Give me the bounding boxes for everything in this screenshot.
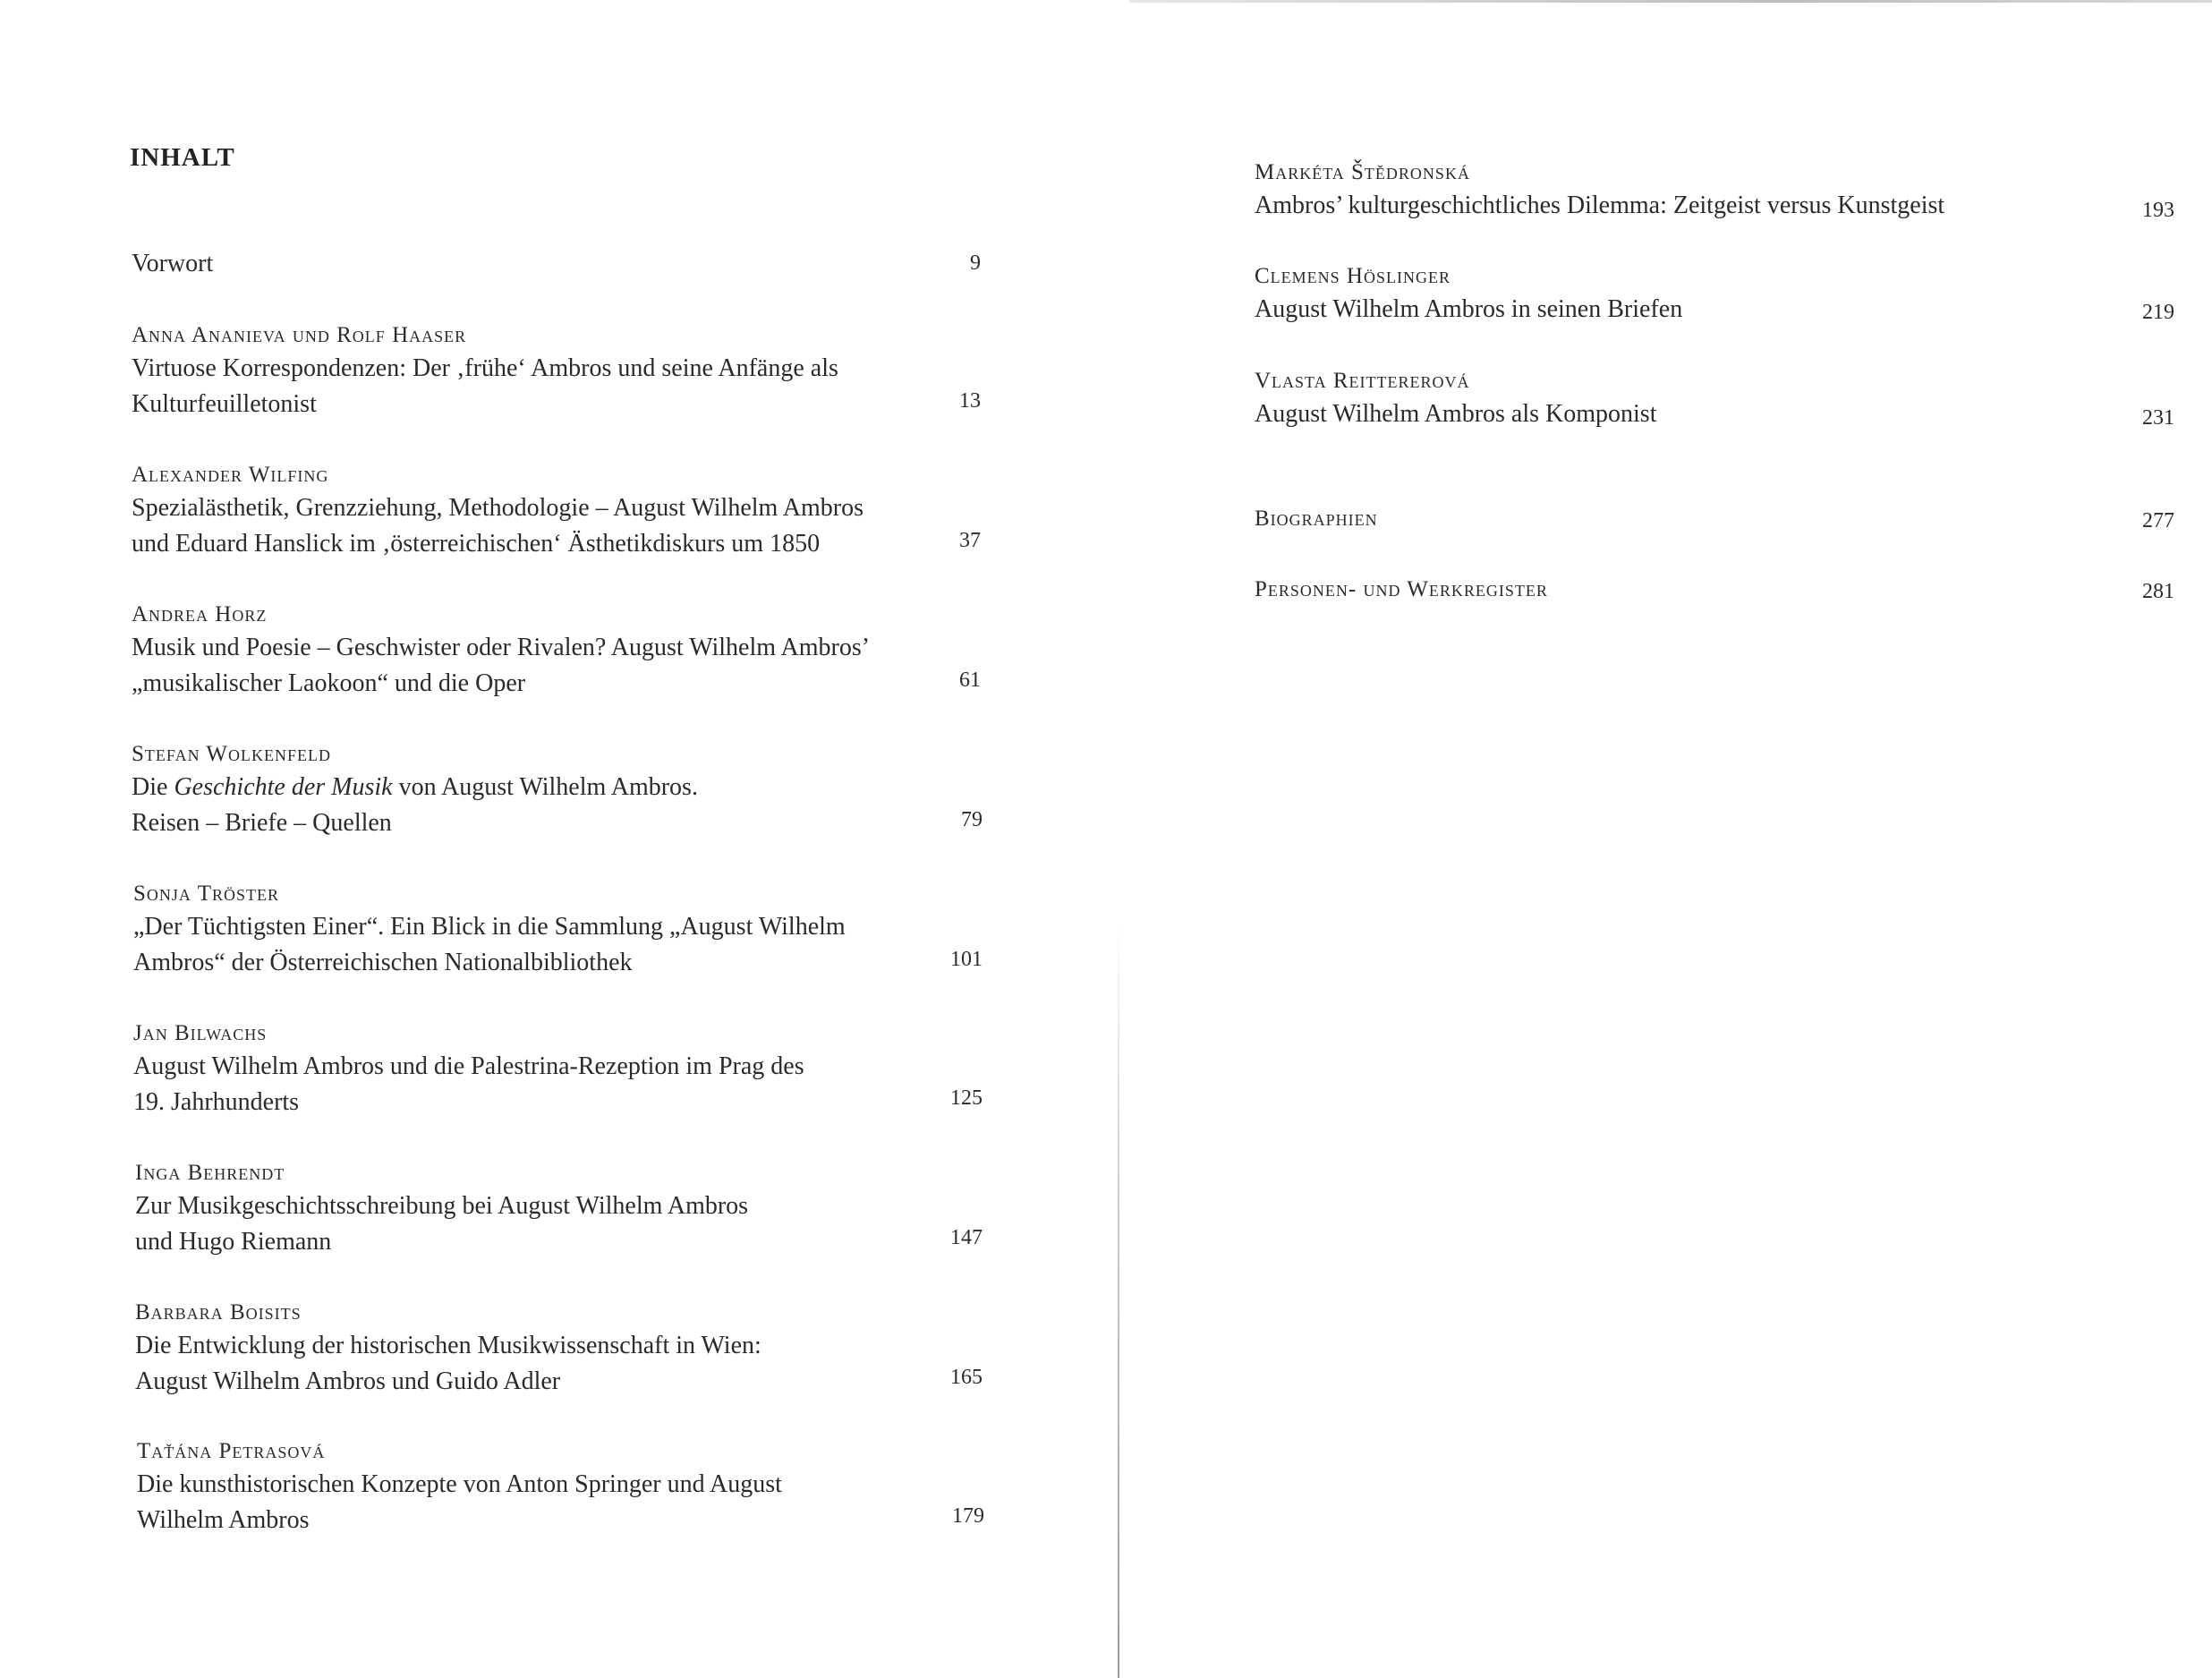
entry-title-line: Wilhelm Ambros xyxy=(137,1506,310,1534)
title-text: von August Wilhelm Ambros. xyxy=(392,773,698,801)
entry-title-line: August Wilhelm Ambros und Guido Adler xyxy=(135,1367,561,1395)
entry-author: Andrea Horz xyxy=(132,602,268,626)
entry-title-line: August Wilhelm Ambros als Komponist xyxy=(1255,400,1657,428)
entry-title-line: August Wilhelm Ambros in seinen Briefen xyxy=(1255,295,1683,323)
page-number: 37 xyxy=(959,529,981,552)
toc-entry[interactable] xyxy=(135,1298,761,1400)
toc-entry[interactable] xyxy=(132,460,864,562)
toc-entry[interactable] xyxy=(135,1158,748,1260)
toc-entry[interactable] xyxy=(1255,366,1656,432)
entry-title: Vorwort xyxy=(132,250,214,277)
title-italic-text: Geschichte der Musik xyxy=(174,773,393,801)
entry-author: Jan Bilwachs xyxy=(133,1021,268,1045)
entry-author: Taťána Petrasová xyxy=(137,1439,326,1463)
entry-author: Sonja Tröster xyxy=(133,882,279,906)
entry-title-line: Kulturfeuilletonist xyxy=(132,390,317,418)
entry-title-line: Die kunsthistorischen Konzepte von Anton Springer und August xyxy=(137,1470,782,1498)
entry-author: Vlasta Reittererová xyxy=(1255,369,1470,393)
toc-entry[interactable] xyxy=(137,1436,782,1538)
entry-title-line: 19. Jahrhunderts xyxy=(133,1088,300,1116)
entry-title: Personen- und Werkregister xyxy=(1255,577,1548,601)
page-number: 281 xyxy=(2142,580,2174,603)
toc-entry-biographien[interactable] xyxy=(1255,507,1378,532)
page-number: 179 xyxy=(952,1504,984,1528)
entry-title-line xyxy=(132,770,698,805)
toc-entry[interactable] xyxy=(1255,158,1944,224)
entry-title-line: und Eduard Hanslick im ‚österreichischen‘ Ästhetikdiskurs um 1850 xyxy=(132,530,821,558)
entry-author: Inga Behrendt xyxy=(135,1161,285,1185)
entry-title-line: Ambros“ der Österreichischen Nationalbibliothek xyxy=(133,949,633,976)
toc-entry-register[interactable] xyxy=(1255,577,1548,602)
page-number: 13 xyxy=(959,389,981,413)
entry-author: Anna Ananieva und Rolf Haaser xyxy=(132,323,467,347)
toc-heading: INHALT xyxy=(130,143,235,172)
entry-title-line: „Der Tüchtigsten Einer“. Ein Blick in die Sammlung „August Wilhelm xyxy=(133,913,846,941)
entry-author: Clemens Höslinger xyxy=(1255,264,1451,288)
entry-title-line: „musikalischer Laokoon“ und die Oper xyxy=(132,669,526,697)
entry-title-line: Reisen – Briefe – Quellen xyxy=(132,809,392,837)
entry-author: Barbara Boisits xyxy=(135,1300,302,1325)
toc-entry-vorwort[interactable] xyxy=(132,250,213,278)
right-page xyxy=(1120,0,2212,1678)
entry-title-line: Zur Musikgeschichtsschreibung bei August Wilhelm Ambros xyxy=(135,1192,749,1220)
page-number: 125 xyxy=(950,1086,983,1110)
toc-entry[interactable] xyxy=(133,1018,804,1120)
toc-entry[interactable] xyxy=(1255,261,1682,328)
book-gutter xyxy=(1118,0,1119,1678)
page-number: 147 xyxy=(950,1226,983,1249)
toc-entry[interactable] xyxy=(132,320,838,422)
entry-title-line: Ambros’ kulturgeschichtliches Dilemma: Zeitgeist versus Kunstgeist xyxy=(1255,192,1945,219)
page-number: 79 xyxy=(961,808,983,831)
title-text: Die xyxy=(132,773,174,801)
entry-title: Biographien xyxy=(1255,507,1378,531)
page-number: 193 xyxy=(2142,199,2174,222)
toc-entry[interactable] xyxy=(132,739,698,841)
entry-title-line: Die Entwicklung der historischen Musikwissenschaft in Wien: xyxy=(135,1332,761,1359)
page-number: 101 xyxy=(950,948,983,971)
entry-title-line: August Wilhelm Ambros und die Palestrina-Rezeption im Prag des xyxy=(133,1052,804,1080)
entry-title-line: Virtuose Korrespondenzen: Der ‚frühe‘ Ambros und seine Anfänge als xyxy=(132,354,838,382)
entry-author: Alexander Wilfing xyxy=(132,463,329,487)
page-number: 165 xyxy=(950,1366,983,1389)
entry-author: Stefan Wolkenfeld xyxy=(132,742,331,766)
page-number: 9 xyxy=(970,251,981,275)
page-number: 61 xyxy=(959,669,981,692)
toc-entry[interactable] xyxy=(133,879,846,981)
entry-title-line: Musik und Poesie – Geschwister oder Rivalen? August Wilhelm Ambros’ xyxy=(132,634,871,661)
page-number: 277 xyxy=(2142,509,2174,532)
toc-entry[interactable] xyxy=(132,600,870,702)
page-number: 231 xyxy=(2142,406,2174,430)
entry-title-line: und Hugo Riemann xyxy=(135,1228,332,1256)
entry-title-line: Spezialästhetik, Grenzziehung, Methodologie – August Wilhelm Ambros xyxy=(132,494,864,522)
entry-author: Markéta Štědronská xyxy=(1255,160,1470,184)
page-number: 219 xyxy=(2142,301,2174,324)
